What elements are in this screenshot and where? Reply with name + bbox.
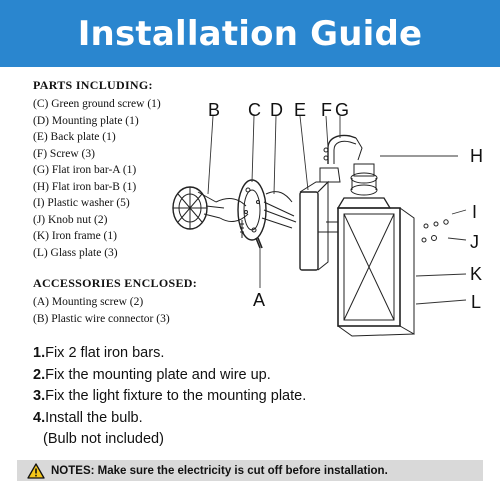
parts-item: (I) Plastic washer (5) (33, 197, 130, 209)
parts-item: (G) Flat iron bar-A (1) (33, 164, 137, 176)
label-d: D (270, 100, 283, 120)
step-text: Fix 2 flat iron bars. (45, 345, 165, 361)
step-text: Fix the light fixture to the mounting plate. (45, 388, 307, 404)
accessories-item: (B) Plastic wire connector (3) (33, 312, 170, 325)
parts-item: (H) Flat iron bar-B (1) (33, 180, 137, 193)
step-item (33, 408, 473, 430)
label-h: H (470, 146, 483, 166)
parts-heading: PARTS INCLUDING: (33, 78, 153, 92)
label-i: I (472, 202, 478, 222)
accessories-heading: ACCESSORIES ENCLOSED: (33, 276, 198, 290)
label-k: K (470, 264, 483, 284)
label-g: G (335, 100, 350, 120)
step-text: Install the bulb. (45, 409, 143, 426)
steps-list (33, 343, 473, 451)
label-c: C (248, 100, 261, 120)
step-number: 4. (33, 409, 46, 426)
exploded-diagram (168, 98, 500, 340)
parts-item: (J) Knob nut (2) (33, 213, 108, 226)
step-item (33, 365, 473, 387)
parts-item: (K) Iron frame (1) (33, 230, 117, 242)
label-e: E (294, 100, 307, 120)
warning-icon (27, 463, 45, 479)
lantern-body-drawing (318, 208, 414, 336)
step-number: 1. (33, 345, 46, 361)
step-number: 2. (33, 366, 46, 383)
notes-bar (17, 460, 483, 481)
wire-connector-drawing (173, 187, 248, 229)
step-number: 3. (33, 388, 46, 404)
mounting-plate-drawing (238, 180, 296, 240)
step-note: (Bulb not included) (43, 431, 164, 447)
parts-item: (C) Green ground screw (1) (33, 98, 161, 110)
step-item (33, 343, 473, 365)
label-a: A (253, 290, 266, 310)
leader-lines (208, 116, 466, 304)
parts-item: (F) Screw (3) (33, 147, 95, 160)
arm-drawing (320, 136, 362, 183)
label-l: L (471, 292, 482, 312)
diagram-drawing (168, 98, 500, 340)
step-item (33, 386, 473, 408)
label-f: F (321, 100, 332, 120)
parts-item: (E) Back plate (1) (33, 131, 116, 143)
step-text: Fix the mounting plate and wire up. (45, 366, 271, 383)
lantern-top-drawing (338, 164, 390, 208)
label-j: J (470, 232, 479, 252)
notes-text: NOTES: Make sure the electricity is cut off before installation. (51, 464, 388, 477)
back-plate-drawing (300, 182, 328, 270)
parts-item: (D) Mounting plate (1) (33, 114, 139, 127)
label-b: B (208, 100, 221, 120)
page-title: Installation Guide (77, 13, 423, 54)
accessories-item: (A) Mounting screw (2) (33, 296, 144, 308)
washers-drawing (422, 220, 448, 242)
header-banner (0, 0, 500, 67)
parts-item: (L) Glass plate (3) (33, 246, 118, 259)
